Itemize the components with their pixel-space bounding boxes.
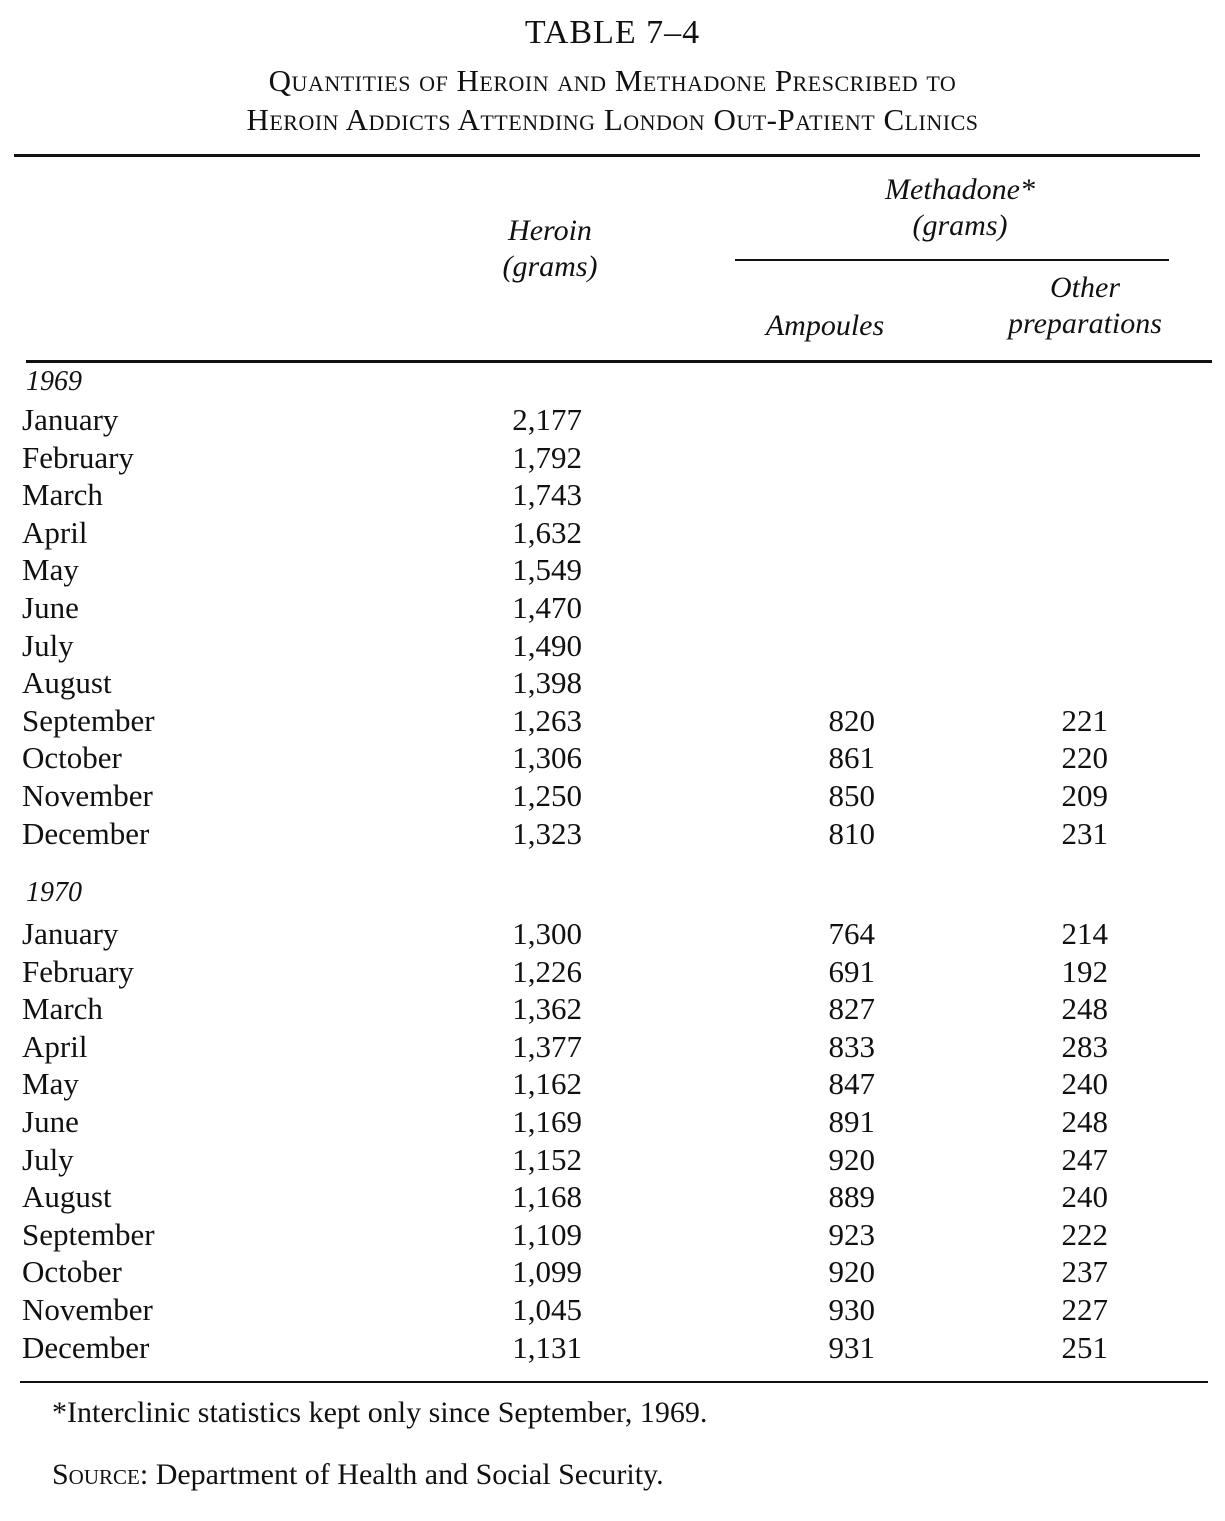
cell-heroin: 1,377 — [512, 1028, 582, 1064]
cell-other-preparations: 283 — [1061, 1028, 1108, 1064]
cell-ampoules: 810 — [828, 815, 875, 851]
table-row — [0, 778, 1225, 816]
table-row — [0, 1292, 1225, 1330]
cell-heroin: 1,168 — [512, 1179, 582, 1215]
cell-other-preparations: 237 — [1061, 1254, 1108, 1290]
table-row — [0, 703, 1225, 741]
cell-ampoules: 889 — [828, 1179, 875, 1215]
row-month: February — [22, 953, 134, 989]
table-row — [0, 1254, 1225, 1292]
table-row — [0, 590, 1225, 628]
row-month: April — [22, 1028, 88, 1064]
table-title-line-1: Quantities of Heroin and Methadone Prescribed to — [268, 63, 957, 98]
cell-heroin: 1,300 — [512, 916, 582, 951]
cell-other-preparations: 192 — [1061, 953, 1108, 989]
cell-other-preparations: 214 — [1061, 916, 1108, 951]
table-row — [0, 628, 1225, 666]
row-month: December — [22, 815, 150, 851]
table-row — [0, 1142, 1225, 1180]
header-methadone-group: Methadone* (grams) — [885, 173, 1035, 242]
cell-ampoules: 764 — [828, 916, 875, 951]
row-month: July — [22, 627, 74, 663]
cell-heroin: 1,045 — [512, 1291, 582, 1327]
cell-heroin: 1,099 — [512, 1254, 582, 1290]
table-title-line-2: Heroin Addicts Attending London Out-Patient Clinics — [246, 102, 979, 137]
cell-other-preparations: 248 — [1061, 1103, 1108, 1139]
cell-heroin: 1,109 — [512, 1216, 582, 1252]
footer-rule — [20, 1381, 1208, 1383]
cell-heroin: 1,226 — [512, 953, 582, 989]
row-month: March — [22, 991, 103, 1027]
cell-heroin: 1,743 — [512, 477, 582, 513]
cell-heroin: 2,177 — [512, 402, 582, 437]
rows-group-1969 — [0, 402, 1225, 853]
row-month: January — [22, 402, 119, 437]
cell-ampoules: 923 — [828, 1216, 875, 1252]
cell-other-preparations: 231 — [1061, 815, 1108, 851]
header-other-preparations: Other preparations — [1008, 271, 1162, 340]
cell-other-preparations: 247 — [1061, 1141, 1108, 1177]
cell-ampoules: 861 — [828, 740, 875, 776]
top-rule — [14, 154, 1200, 157]
footnote: *Interclinic statistics kept only since September, 1969. — [52, 1396, 708, 1429]
table-row — [0, 552, 1225, 590]
cell-other-preparations: 248 — [1061, 991, 1108, 1027]
cell-ampoules: 691 — [828, 953, 875, 989]
header-heroin: Heroin (grams) — [502, 214, 598, 283]
cell-ampoules: 833 — [828, 1028, 875, 1064]
row-month: April — [22, 514, 88, 550]
cell-other-preparations: 209 — [1061, 777, 1108, 813]
cell-heroin: 1,162 — [512, 1066, 582, 1102]
header-ampoules: Ampoules — [765, 309, 885, 342]
cell-other-preparations: 222 — [1061, 1216, 1108, 1252]
table-row — [0, 816, 1225, 854]
cell-heroin: 1,470 — [512, 589, 582, 625]
cell-heroin: 1,632 — [512, 514, 582, 550]
cell-ampoules: 930 — [828, 1291, 875, 1327]
cell-ampoules: 847 — [828, 1066, 875, 1102]
table-row — [0, 916, 1225, 954]
cell-heroin: 1,306 — [512, 740, 582, 776]
row-month: January — [22, 916, 119, 951]
row-month: October — [22, 740, 122, 776]
table-row — [0, 954, 1225, 992]
cell-ampoules: 920 — [828, 1141, 875, 1177]
year-label-1969: 1969 — [26, 366, 82, 397]
table-row — [0, 740, 1225, 778]
cell-heroin: 1,250 — [512, 777, 582, 813]
table-row — [0, 1330, 1225, 1368]
cell-ampoules: 891 — [828, 1103, 875, 1139]
row-month: November — [22, 777, 153, 813]
table-row — [0, 1104, 1225, 1142]
cell-heroin: 1,792 — [512, 439, 582, 475]
cell-heroin: 1,398 — [512, 665, 582, 701]
cell-heroin: 1,323 — [512, 815, 582, 851]
table-row — [0, 477, 1225, 515]
methadone-spanner-rule — [735, 259, 1169, 261]
row-month: October — [22, 1254, 122, 1290]
header-rule — [26, 360, 1212, 363]
cell-heroin: 1,549 — [512, 552, 582, 588]
row-month: March — [22, 477, 103, 513]
cell-other-preparations: 220 — [1061, 740, 1108, 776]
cell-heroin: 1,131 — [512, 1329, 582, 1365]
table-number: TABLE 7–4 — [524, 14, 701, 51]
cell-heroin: 1,152 — [512, 1141, 582, 1177]
table-row — [0, 1179, 1225, 1217]
row-month: June — [22, 1103, 79, 1139]
cell-other-preparations: 240 — [1061, 1179, 1108, 1215]
year-label-1970: 1970 — [26, 877, 82, 908]
row-month: June — [22, 589, 79, 625]
row-month: February — [22, 439, 134, 475]
table-row — [0, 1217, 1225, 1255]
row-month: August — [22, 1179, 112, 1215]
cell-heroin: 1,169 — [512, 1103, 582, 1139]
row-month: September — [22, 702, 155, 738]
cell-heroin: 1,490 — [512, 627, 582, 663]
rows-group-1970 — [0, 916, 1225, 1367]
row-month: November — [22, 1291, 153, 1327]
table-row — [0, 515, 1225, 553]
table-row — [0, 402, 1225, 440]
cell-other-preparations: 227 — [1061, 1291, 1108, 1327]
row-month: May — [22, 552, 79, 588]
source-text: Department of Health and Social Security. — [148, 1458, 664, 1491]
row-month: July — [22, 1141, 74, 1177]
cell-ampoules: 827 — [828, 991, 875, 1027]
cell-other-preparations: 251 — [1061, 1329, 1108, 1365]
table-row — [0, 440, 1225, 478]
cell-other-preparations: 221 — [1061, 702, 1108, 738]
table-row — [0, 665, 1225, 703]
cell-ampoules: 850 — [828, 777, 875, 813]
cell-ampoules: 931 — [828, 1329, 875, 1365]
table-row — [0, 1066, 1225, 1104]
cell-heroin: 1,362 — [512, 991, 582, 1027]
source-label: Source: — [52, 1458, 149, 1491]
table-row — [0, 1029, 1225, 1067]
row-month: August — [22, 665, 112, 701]
cell-heroin: 1,263 — [512, 702, 582, 738]
table-row — [0, 991, 1225, 1029]
source-note — [52, 1458, 664, 1492]
cell-other-preparations: 240 — [1061, 1066, 1108, 1102]
row-month: May — [22, 1066, 79, 1102]
row-month: September — [22, 1216, 155, 1252]
cell-ampoules: 820 — [828, 702, 875, 738]
cell-ampoules: 920 — [828, 1254, 875, 1290]
row-month: December — [22, 1329, 150, 1365]
